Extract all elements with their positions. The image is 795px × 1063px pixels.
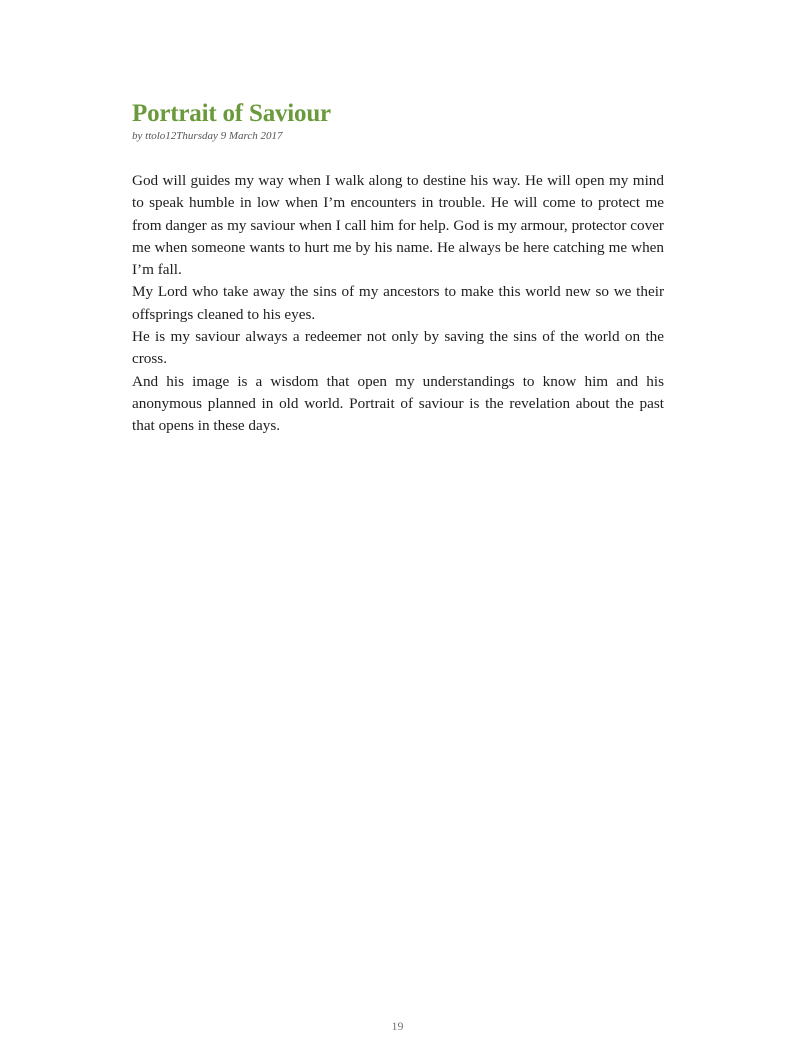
paragraph: God will guides my way when I walk along to destine his way. He will open my mind to speak humble in low when I’m encounters in trouble. He will come to protect me from danger as my saviour when I call him for help. God is my armour, protector cover me when someone wants to hurt me by his name. He always be here catching me when I’m fall. (132, 172, 664, 279)
paragraph: My Lord who take away the sins of my ancestors to make this world new so we their offsprings cleaned to his eyes. (132, 283, 664, 323)
paragraph: He is my saviour always a redeemer not only by saving the sins of the world on the cross. (132, 328, 664, 368)
paragraph: And his image is a wisdom that open my understandings to know him and his anonymous planned in old world. Portrait of saviour is the revelation about the past that opens in these days. (132, 372, 664, 435)
page-number: 19 (391, 1019, 404, 1033)
article-title: Portrait of Saviour (132, 100, 331, 127)
article-body (132, 170, 664, 438)
article-byline: by ttolo12Thursday 9 March 2017 (132, 130, 283, 142)
article (132, 100, 664, 438)
